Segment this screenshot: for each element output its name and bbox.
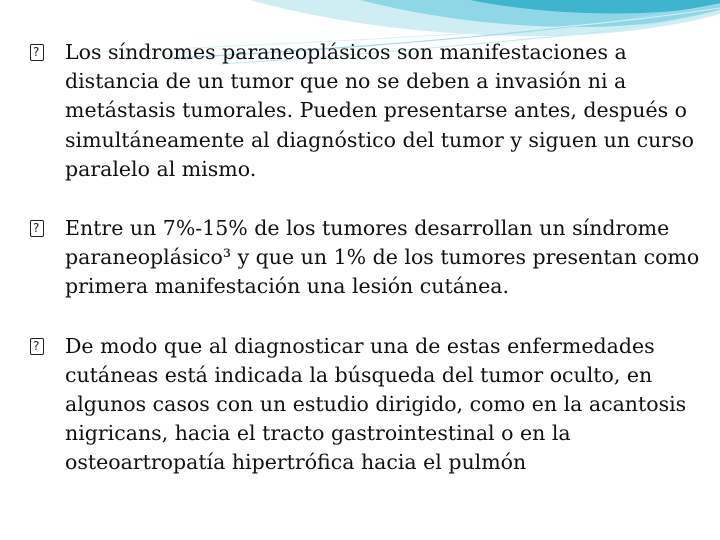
slide-body [30, 38, 700, 478]
paragraph-1 [30, 38, 700, 184]
paragraph-3-text: De modo que al diagnosticar una de estas enfermedades cutáneas está indicada la búsqueda del tumor oculto, en algunos casos con un estudio dirigido, como en la acantosis nigricans, hacia el tracto gastrointestinal o en la osteoartropatía hipertrófica hacia el pulmón [65, 333, 687, 475]
paragraph-2 [30, 214, 700, 302]
paragraph-2-text: Entre un 7%-15% de los tumores desarrollan un síndrome paraneoplásico³ y que un 1% de los tumores presentan como primera manifestación una lesión cutánea. [65, 216, 700, 299]
paragraph-1-text: Los síndromes paraneoplásicos son manifestaciones a distancia de un tumor que no se deben a invasión ni a metástasis tumorales. Pueden presentarse antes, después o simultáneamente al diagnóstico del tumor y siguen un curso paralelo al mismo. [65, 40, 694, 181]
paragraph-3 [30, 332, 700, 478]
missing-glyph-icon [30, 332, 44, 361]
missing-glyph-icon [30, 38, 44, 67]
missing-glyph-icon [30, 214, 44, 243]
